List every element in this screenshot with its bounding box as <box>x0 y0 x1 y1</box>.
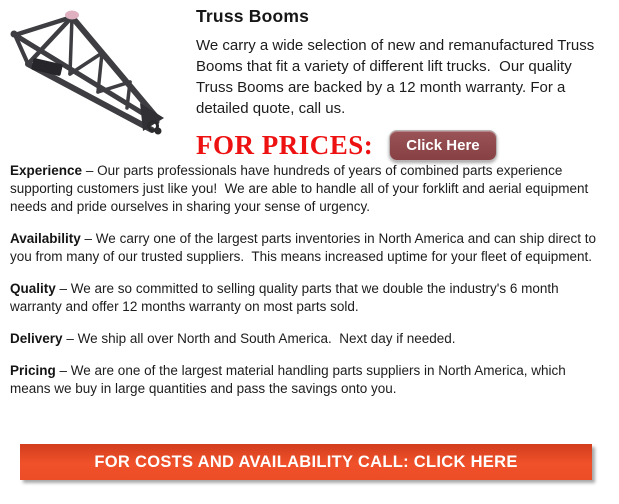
features-section <box>10 162 600 412</box>
feature-text: – We ship all over North and South America. Next day if needed. <box>66 331 456 346</box>
feature-label: Pricing <box>10 363 56 378</box>
feature-availability <box>10 230 600 266</box>
for-prices-label: FOR PRICES: <box>196 130 374 160</box>
feature-pricing <box>10 362 600 398</box>
price-row <box>196 130 612 161</box>
feature-quality <box>10 280 600 316</box>
feature-text: – We carry one of the largest parts inventories in North America and can ship direct to you from many of our trusted suppliers. This means increased uptime for your fleet of equipment. <box>10 231 600 264</box>
feature-text: – Our parts professionals have hundreds of years of combined parts experience supporting customers just like you! We are able to handle all of your forklift and aerial equipment needs and pride ourselves in sharing your sense of urgency. <box>10 163 593 214</box>
banner-label: FOR COSTS AND AVAILABILITY CALL: CLICK HERE <box>94 452 518 471</box>
feature-experience <box>10 162 600 216</box>
truss-boom-image <box>6 4 190 136</box>
header-section <box>196 6 612 161</box>
feature-text: – We are one of the largest material handling parts suppliers in North America, which means we buy in large quantities and pass the savings onto you. <box>10 363 570 396</box>
feature-label: Quality <box>10 281 56 296</box>
feature-text: – We are so committed to selling quality parts that we double the industry's 6 month warranty and offer 12 months warranty on most parts sold. <box>10 281 563 314</box>
click-here-button[interactable]: Click Here <box>389 130 496 161</box>
costs-availability-banner[interactable] <box>20 444 592 480</box>
feature-label: Experience <box>10 163 83 178</box>
intro-text: We carry a wide selection of new and remanufactured Truss Booms that fit a variety of different lift trucks. Our quality Truss Booms are backed by a 12 month warranty. For a detailed quote, call us. <box>196 37 599 117</box>
page-title: Truss Booms <box>196 6 310 26</box>
feature-label: Delivery <box>10 331 63 346</box>
feature-label: Availability <box>10 231 81 246</box>
feature-delivery <box>10 330 600 348</box>
